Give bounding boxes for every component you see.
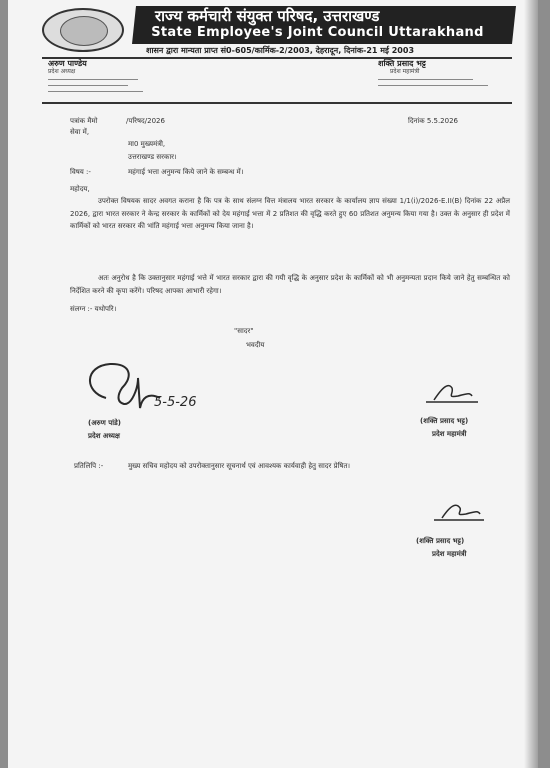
letter-date: दिनांक 5.5.2026 [408,117,459,125]
right-signatory-name: (शक्ति प्रसाद भट्ट) [420,417,469,425]
salutation: महोदय, [70,185,90,193]
header-rule-bottom [42,102,512,104]
body-paragraph-2 [70,272,510,297]
registration-line: शासन द्वारा मान्यता प्राप्त सं0-605/कार्मिक-2/2003, देहरादून, दिनांक-21 मई 2003 [146,46,415,55]
right-contact-designation: प्रदेश महामंत्री [390,68,420,75]
logo-emblem [60,16,108,46]
copy-signature-icon [430,500,490,526]
paragraph-2-text: अतः अनुरोध है कि उक्तानुसार महंगाई भत्ते में भारत सरकार द्वारा की गयी वृद्धि के अनुसार प्रदेश के कार्मिकों को भी अनुमन्यता प्रदान किये जाने हेतु सम्बन्धित को निर्देशित करने की कृपा करेंगे। परिषद आपका आभारी रहेगा। [70,274,510,295]
left-sign-date: 5-5-26 [154,395,197,410]
copy-label: प्रतिलिपि :- [74,462,104,470]
right-contact-name: शक्ति प्रसाद भट्ट [378,59,426,68]
right-signature-icon [422,380,482,408]
header-rule-top [42,57,512,59]
subject-label: विषय :- [70,168,91,176]
recipient-line-2: उत्तराखण्ड सरकार। [128,153,177,161]
paragraph-1-text: उपरोक्त विषयक सादर अवगत कराना है कि पत्र के साथ संलग्न वित्त मंत्रालय भारत सरकार के कार्यालय ज्ञाप संख्या 1/1(i)/2026-E.II(B) दिनांक 22 अप्रैल 2026, द्वारा भारत सरकार ने केन्द्र सरकार के कार्मिकों को देय महंगाई भत्ता में 2 प्रतिशत की वृद्धि करते हुए 60 प्रतिशत अनुमन्य किया गया है। उक्त के अनुसार ही प्रदेश में कार्मिकों को भारत सरकार की भांति महंगाई भत्ता अनुमन्य किया जाना है। [70,197,510,230]
enclosure: संलग्न :- यथोपरि। [70,305,117,313]
council-logo [42,8,124,52]
left-signatory-title: प्रदेश अध्यक्ष [88,432,120,440]
copy-signatory-title: प्रदेश महामंत्री [432,550,467,558]
right-contact-block [378,60,488,88]
left-contact-designation: प्रदेश अध्यक्ष [48,68,76,75]
seva-mein: सेवा में, [70,128,90,136]
left-contact-name: अरुण पाण्डेय [48,59,87,68]
title-english: State Employee's Joint Council Uttarakhand [151,25,484,40]
right-signatory-title: प्रदेश महामंत्री [432,430,467,438]
letterhead-banner [132,6,516,44]
left-contact-block [48,60,143,94]
letter-page [8,0,538,768]
closing-bhavdiya: भवदीय [246,341,265,349]
ref-number: /परिषद/2026 [126,117,165,125]
ref-label: पत्रांक मैमो [70,117,98,125]
title-hindi: राज्य कर्मचारी संयुक्त परिषद, उत्तराखण्ड [154,7,380,25]
left-signatory-name: (अरुण पांडे) [88,419,121,427]
recipient-line-1: मा0 मुख्यमंत्री, [128,140,166,148]
body-paragraph-1 [70,195,510,233]
subject-text: महंगाई भत्ता अनुमन्य किये जाने के सम्बन्ध में। [128,168,244,176]
copy-text: मुख्य सचिव महोदय को उपरोक्तानुसार सूचनार्थ एवं आवश्यक कार्यवाही हेतु सादर प्रेषित। [128,462,351,470]
closing-saadar: "सादर" [234,327,254,335]
copy-signatory-name: (शक्ति प्रसाद भट्ट) [416,537,465,545]
